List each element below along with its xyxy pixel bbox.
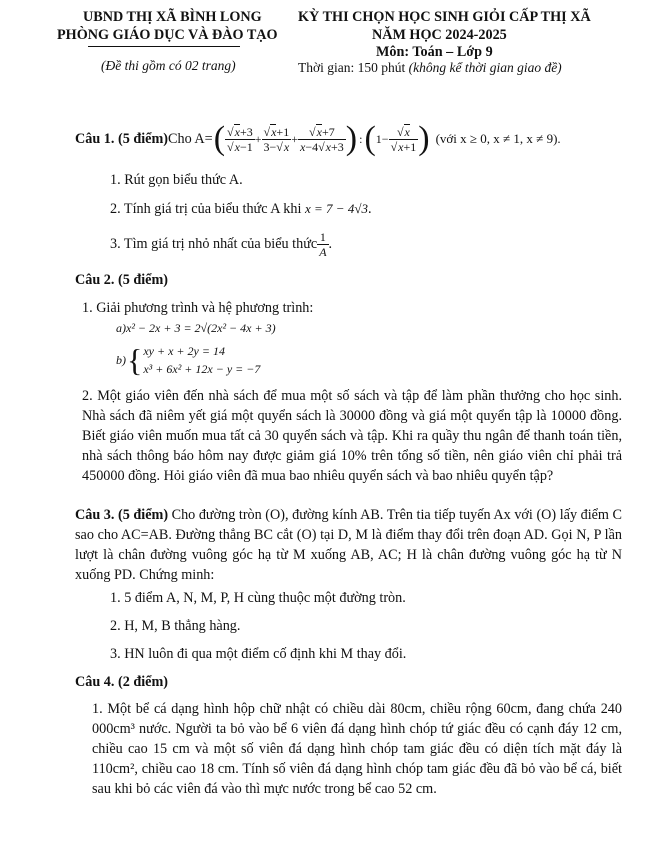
q4-title: Câu 4. (2 điểm) [75, 674, 169, 690]
header-right-line3: Môn: Toán – Lớp 9 [376, 44, 493, 60]
q2-brace: { [127, 342, 143, 378]
q1-item2: 2. Tính giá trị của biểu thức A khi x = 7 − 4√3. [110, 201, 372, 217]
q2-eq-b [116, 342, 260, 378]
q3-item3: 3. HN luôn đi qua một điểm cố định khi M thay đổi. [110, 646, 407, 662]
q3-title: Câu 3. (5 điểm) [75, 507, 169, 523]
q1-intro: Cho A= [168, 130, 213, 147]
q1-condition: (với x ≥ 0, x ≠ 1, x ≠ 9). [435, 131, 561, 146]
q2-eq-a-text: x² − 2x + 3 = 2√(2x² − 4x + 3) [126, 321, 276, 335]
q1-item3-num: 1 [317, 230, 328, 245]
header-right-line1: KỲ THI CHỌN HỌC SINH GIỎI CẤP THỊ XÃ [298, 9, 591, 25]
q1-item3-den: A [319, 245, 327, 259]
q3-paragraph [75, 505, 622, 585]
q3-item1: 1. 5 điểm A, N, M, P, H cùng thuộc một đường tròn. [110, 590, 406, 606]
header-left-line2: PHÒNG GIÁO DỤC VÀ ĐÀO TẠO [57, 27, 278, 43]
q1-item2-math: x = 7 − 4√3 [305, 201, 368, 216]
header-left-note: (Đề thi gồm có 02 trang) [101, 58, 236, 73]
q1-item3: 3. Tìm giá trị nhỏ nhất của biểu thức $\frac{1}{A}$ . [110, 230, 333, 259]
header-time [298, 60, 562, 76]
q1-item3-text: 3. Tìm giá trị nhỏ nhất của biểu thức [110, 236, 318, 252]
q2-eq-b-label: b) [116, 352, 126, 367]
q2-title: Câu 2. (5 điểm) [75, 272, 169, 288]
q1-item3-fraction [317, 230, 328, 259]
header-right-line2: NĂM HỌC 2024-2025 [372, 27, 507, 43]
q1-item2-text: 2. Tính giá trị của biểu thức A khi [110, 201, 305, 217]
q4-item1: 1. Một bể cá dạng hình hộp chữ nhật có chiều dài 80cm, chiều rộng 60cm, đang chứa 240 000cm³ nước. Người ta bỏ vào bể 6 viên đá dạng hình chóp tứ giác đều có cạnh đáy 12 cm, chiều cao 15 cm và một số viên đá dạng hình chóp tam giác đều có diện tích mặt đáy là 110cm², chiều cao 18 cm. Tính số viên đá dạng hình chóp tam giác đều đã bỏ vào bể cá, biết sau khi bỏ các viên đá vào thì mực nước trong bể cao 52 cm. [92, 701, 622, 797]
header-left-line1: UBND THỊ XÃ BÌNH LONG [83, 9, 262, 25]
q2-eq-a-label: a) [116, 321, 126, 335]
q1-line [75, 118, 561, 160]
q2-item1: 1. Giải phương trình và hệ phương trình: [82, 300, 314, 316]
q2-eq-b2: x³ + 6x² + 12x − y = −7 [143, 362, 261, 376]
header-time-note: (không kể thời gian giao đề) [408, 60, 562, 75]
q1-item1: 1. Rút gọn biểu thức A. [110, 172, 243, 188]
q3-item2: 2. H, M, B thẳng hàng. [110, 618, 241, 634]
q3-text: Cho đường tròn (O), đường kính AB. Trên tia tiếp tuyến Ax với (O) lấy điểm C sao cho AC=AB. Đường thẳng BC cắt (O) tại D, M là điểm thay đổi trên đoạn AD. Gọi N, P lần lượt là chân đường vuông góc hạ từ M xuống AB, AC; H là chân đường vuông góc hạ từ N xuống PD. Chứng minh: [75, 507, 622, 583]
q2-eq-a [116, 320, 276, 337]
header-time-label: Thời gian: 150 phút [298, 60, 409, 75]
q1-expression: ( $\frac{√x+3}{√x-1}$ + $\frac{√x+1}{3-√x}$ + $\frac{√x+7}{x-4√x+3}$ ) : ( 1− $\frac{√x}{√x+1}$ ) [213, 120, 430, 157]
header-divider [88, 46, 240, 47]
q1-title: Câu 1. (5 điểm) [75, 130, 169, 147]
q2-eq-b1: xy + x + 2y = 14 [143, 344, 225, 358]
q2-item2: 2. Một giáo viên đến nhà sách để mua một số sách và tập để làm phần thưởng cho học sinh. Nhà sách đã niêm yết giá một quyển sách là 30000 đồng và giá một quyển tập là 10000 đồng. Biết giáo viên muốn mua tất cả 30 quyển sách và tập. Khi ra quầy thu ngân để thanh toán tiền, nhà sách thông báo hôm nay được giảm giá 10% trên tổng số tiền, nên giáo viên chỉ phải trả 450000 đồng. Hỏi giáo viên đã mua bao nhiêu quyển sách và bao nhiêu quyển tập? [82, 388, 622, 484]
